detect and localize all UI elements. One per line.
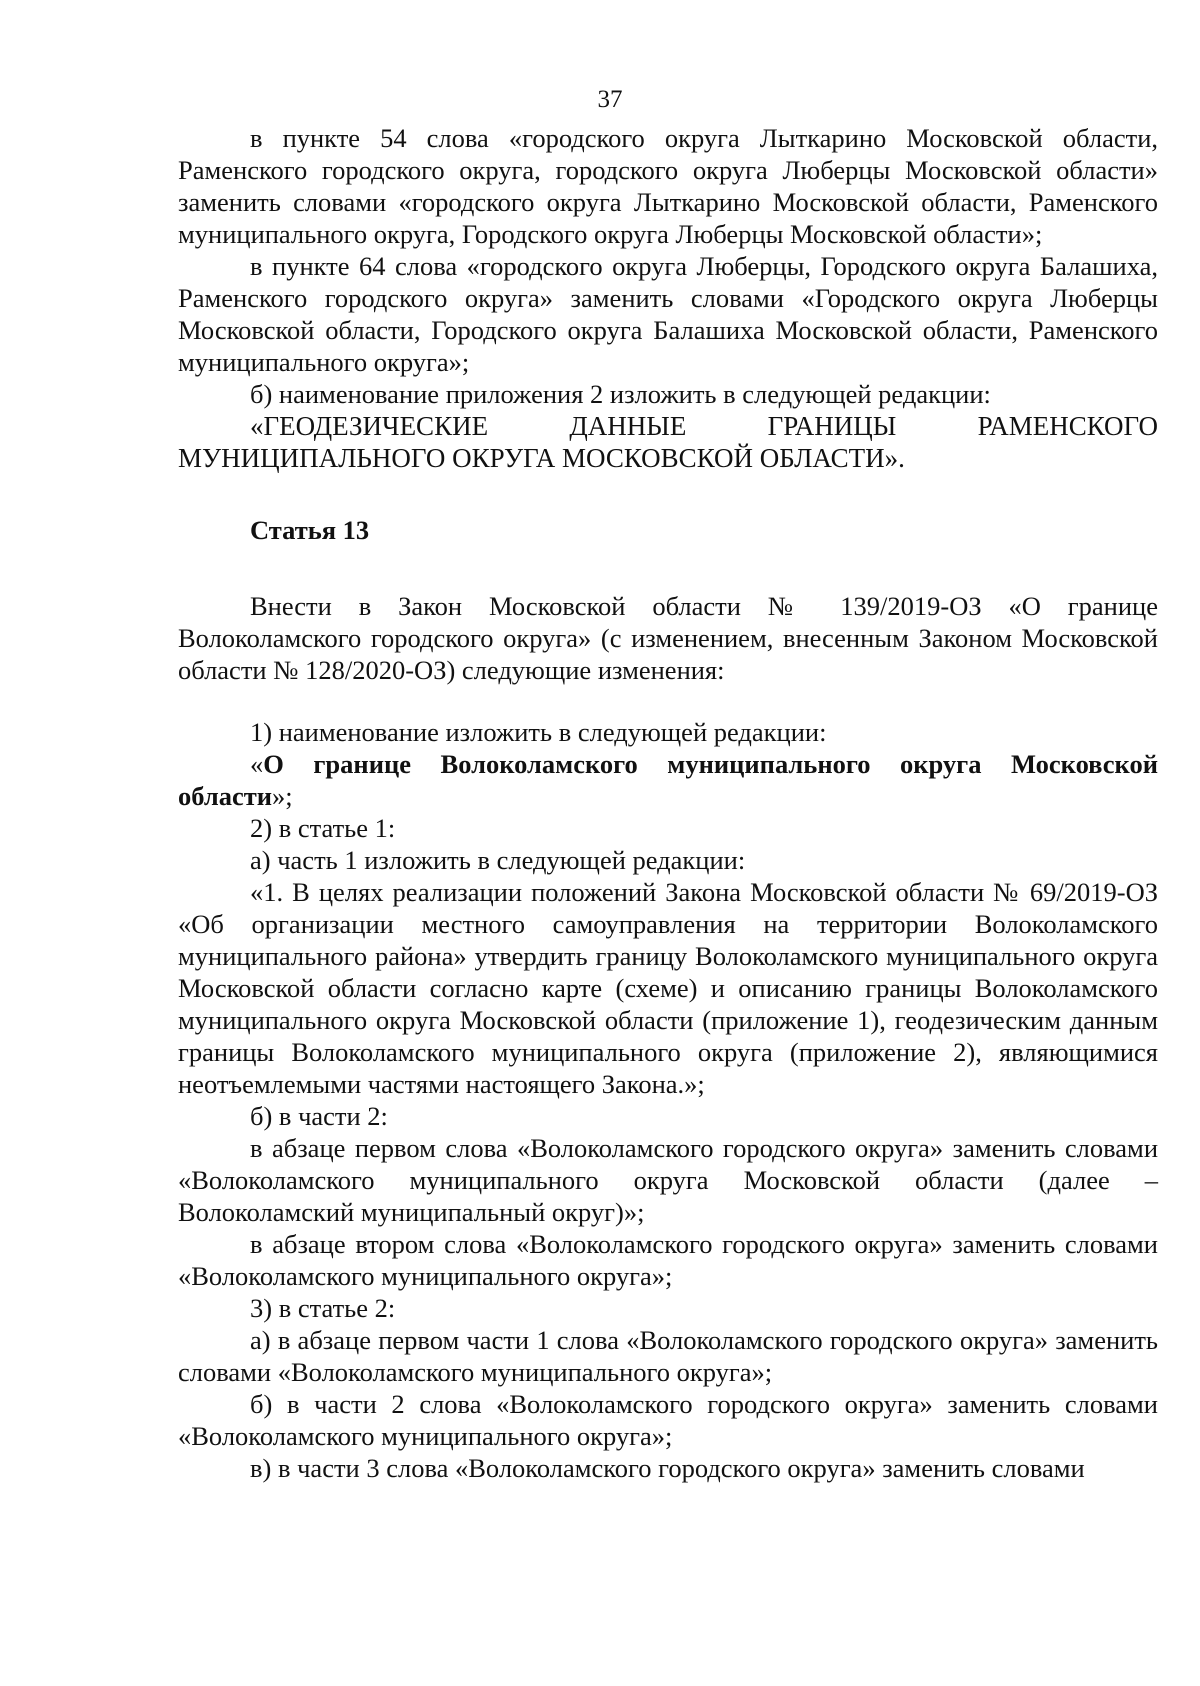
quote-open: « <box>250 749 264 779</box>
bold-law-title: О границе Волоколамского муниципального округа Московской области <box>178 749 1158 811</box>
document-body <box>178 122 1158 1484</box>
page-number: 37 <box>597 86 623 113</box>
paragraph-appendix-2-title: б) наименование приложения 2 изложить в следующей редакции: <box>250 379 991 409</box>
spacer <box>178 546 1158 590</box>
paragraph-second-abzac: в абзаце втором слова «Волоколамского городского округа» заменить словами «Волоколамского муниципального округа»; <box>178 1229 1158 1291</box>
paragraph-subpoint-a: а) часть 1 изложить в следующей редакции: <box>250 845 746 875</box>
paragraph-subpoint-b-2: б) в части 2 слова «Волоколамского городского округа» заменить словами «Волоколамского муниципального округа»; <box>178 1389 1158 1451</box>
spacer <box>178 474 1158 514</box>
paragraph-law-amendment-intro: Внести в Закон Московской области № 139/2019-ОЗ «О границе Волоколамского городского округа» (с изменением, внесенным Законом Московской области № 128/2020-ОЗ) следующие изменения: <box>178 591 1158 685</box>
paragraph-subpoint-a-2: а) в абзаце первом части 1 слова «Волоколамского городского округа» заменить словами «Волоколамского муниципального округа»; <box>178 1325 1158 1387</box>
paragraph-point-1: 1) наименование изложить в следующей редакции: <box>250 717 827 747</box>
paragraph-point-3: 3) в статье 2: <box>250 1293 396 1323</box>
paragraph-first-abzac: в абзаце первом слова «Волоколамского городского округа» заменить словами «Волоколамского муниципального округа Московской области (далее – Волоколамский муниципальный округ)»; <box>178 1133 1158 1227</box>
spacer <box>178 686 1158 716</box>
paragraph-subpoint-v: в) в части 3 слова «Волоколамского городского округа» заменить словами <box>250 1453 1085 1483</box>
quote-close: »; <box>272 781 293 811</box>
article-heading: Статья 13 <box>250 515 370 545</box>
paragraph-appendix-caps-title: «ГЕОДЕЗИЧЕСКИЕ ДАННЫЕ ГРАНИЦЫ РАМЕНСКОГО МУНИЦИПАЛЬНОГО ОКРУГА МОСКОВСКОЙ ОБЛАСТИ». <box>178 411 1158 473</box>
paragraph-subpoint-b: б) в части 2: <box>250 1101 388 1131</box>
paragraph-item-64: в пункте 64 слова «городского округа Люберцы, Городского округа Балашиха, Раменского городского округа» заменить словами «Городского округа Люберцы Московской области, Городского округа Балашиха Московской области, Раменского муниципального округа»; <box>178 251 1158 377</box>
paragraph-point-2: 2) в статье 1: <box>250 813 396 843</box>
paragraph-new-title <box>178 748 1158 812</box>
paragraph-part-1-text: «1. В целях реализации положений Закона Московской области № 69/2019-ОЗ «Об организации местного самоуправления на территории Волоколамского муниципального района» утвердить границу Волоколамского муниципального округа Московской области согласно карте (схеме) и описанию границы Волоколамского муниципального округа Московской области (приложение 1), геодезическим данным границы Волоколамского муниципального округа (приложение 2), являющимися неотъемлемыми частями настоящего Закона.»; <box>178 877 1158 1099</box>
paragraph-item-54: в пункте 54 слова «городского округа Лыткарино Московской области, Раменского городского округа, городского округа Люберцы Московской области» заменить словами «городского округа Лыткарино Московской области, Раменского муниципального округа, Городского округа Люберцы Московской области»; <box>178 123 1158 249</box>
